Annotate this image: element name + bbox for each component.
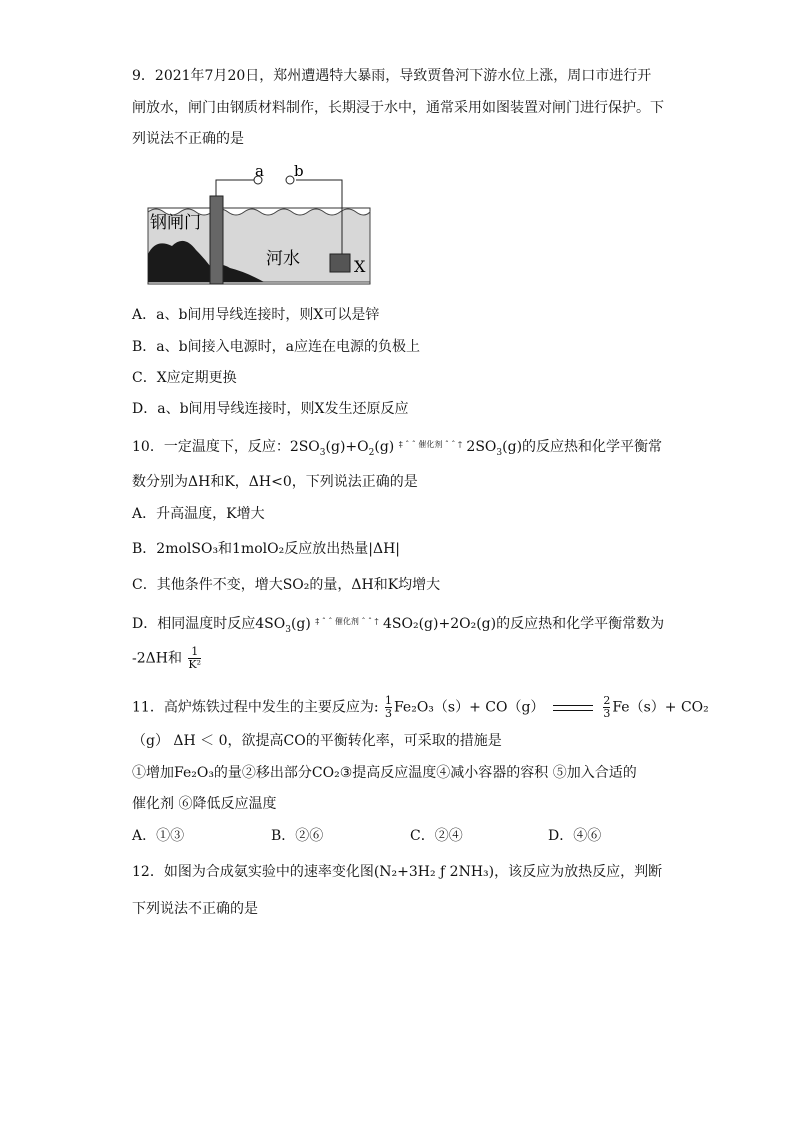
q11-line1-pre: 11．高炉炼铁过程中发生的主要反应为:: [132, 699, 379, 716]
q9-option-d: D．a、b间用导线连接时，则X发生还原反应: [132, 401, 409, 417]
q9-figure: [146, 162, 374, 286]
q10-optd-fraction: [188, 646, 201, 671]
q10-line1-post: (g)的反应热和化学平衡常: [502, 439, 663, 455]
x-electrode: [330, 254, 350, 272]
q9-stem-line2: 闸放水，闸门由钢质材料制作，长期浸于水中，通常采用如图装置对闸门进行保护。下: [132, 100, 664, 116]
q9-option-a: A．a、b间用导线连接时，则X可以是锌: [132, 307, 380, 323]
q11-stem-line4: 催化剂 ⑥降低反应温度: [132, 796, 277, 812]
q10-optd-arrow: ‡ ˆ ˆ 催化剂 ˆ ˆ †: [315, 617, 379, 626]
label-a: a: [255, 162, 264, 180]
q11-frac2-num: 2: [603, 694, 611, 707]
q10-optd-pre: D．相同温度时反应4SO: [132, 616, 286, 632]
q10-stem-line2: 数分别为ΔH和K，ΔH<0，下列说法正确的是: [132, 474, 418, 490]
label-gate: 钢闸门: [150, 213, 201, 233]
q10-stem-line1: 10．一定温度下，反应：$2SO_3(g)+O_2(g)$ $^{\ddagger ˆ ˆ 催化剂 ˆ ˆ \dagger}$ $2SO_3(g)$的反应热和化学平衡常: [132, 439, 663, 458]
q10-optd-frac-num: 1: [191, 645, 199, 658]
q10-option-d-line2: [132, 646, 203, 671]
q9-stem-line3: 列说法不正确的是: [132, 131, 244, 147]
q10-optd-post: 4SO₂(g)+2O₂(g)的反应热和化学平衡常数为: [383, 616, 665, 632]
label-x: X: [354, 257, 366, 276]
label-b: b: [294, 162, 304, 180]
q10-line1-mid2: (g): [374, 439, 395, 455]
q10-option-b: B．2molSO₃和1molO₂反应放出热量|ΔH|: [132, 541, 400, 557]
equilibrium-arrow-icon: [553, 703, 593, 713]
q11-frac2: [603, 695, 610, 720]
q11-frac2-den: 3: [603, 707, 611, 720]
q12-stem-line2: 下列说法不正确的是: [132, 901, 258, 917]
q11-frac1-den: 3: [384, 707, 392, 720]
q11-frac1: [385, 695, 392, 720]
q9-option-c: C．X应定期更换: [132, 370, 237, 386]
q10-line1-pre: 10．一定温度下，反应：2SO: [132, 439, 320, 455]
q11-line1-mid: Fe₂O₃（s）+ CO（g）: [393, 699, 545, 716]
q11-stem-line2: （g） ΔH ＜ 0，欲提高CO的平衡转化率，可采取的措施是: [132, 733, 502, 749]
q11-frac1-num: 1: [384, 694, 392, 707]
q11-option-c: C．②④: [410, 828, 463, 844]
label-water: 河水: [266, 249, 300, 269]
q11-option-b: B．②⑥: [271, 828, 324, 844]
q9-stem-line1: 9．2021年7月20日，郑州遭遇特大暴雨，导致贾鲁河下游水位上涨，周口市进行开: [132, 68, 652, 84]
q11-line1-post: Fe（s）+ CO₂: [612, 699, 709, 716]
q10-option-a: A．升高温度，K增大: [132, 506, 265, 522]
q10-optd-line2-pre: -2ΔH和: [132, 650, 182, 667]
q10-option-d: D．相同温度时反应$4SO_3(g)$ $^{\ddagger ˆ ˆ 催化剂 ˆ ˆ \dagger}$ 4SO₂(g)+2O₂(g)的反应热和化学平衡常数为: [132, 616, 665, 635]
q11-stem-line1: [132, 695, 709, 720]
steel-gate-bar: [210, 196, 223, 284]
q10-line1-mid: (g)+O: [325, 439, 369, 455]
q10-option-c: C．其他条件不变，增大SO₂的量，ΔH和K均增大: [132, 577, 441, 593]
q9-option-b: B．a、b间接入电源时，a应连在电源的负极上: [132, 339, 420, 355]
q11-option-d: D．④⑥: [548, 828, 602, 844]
q11-option-a: A．①③: [132, 828, 185, 844]
q10-line1-arrow: ‡ ˆ ˆ 催化剂 ˆ ˆ †: [398, 440, 462, 449]
q10-optd-frac-den: K²: [188, 658, 202, 671]
q10-optd-mid: (g): [290, 616, 311, 632]
q12-stem-line1: 12．如图为合成氨实验中的速率变化图(N₂+3H₂ ƒ 2NH₃)，该反应为放热反应，判断: [132, 864, 663, 880]
q11-stem-line3: ①增加Fe₂O₃的量②移出部分CO₂③提高反应温度④减小容器的容积 ⑤加入合适的: [132, 765, 637, 781]
q10-line1-post-pre: 2SO: [466, 439, 497, 455]
